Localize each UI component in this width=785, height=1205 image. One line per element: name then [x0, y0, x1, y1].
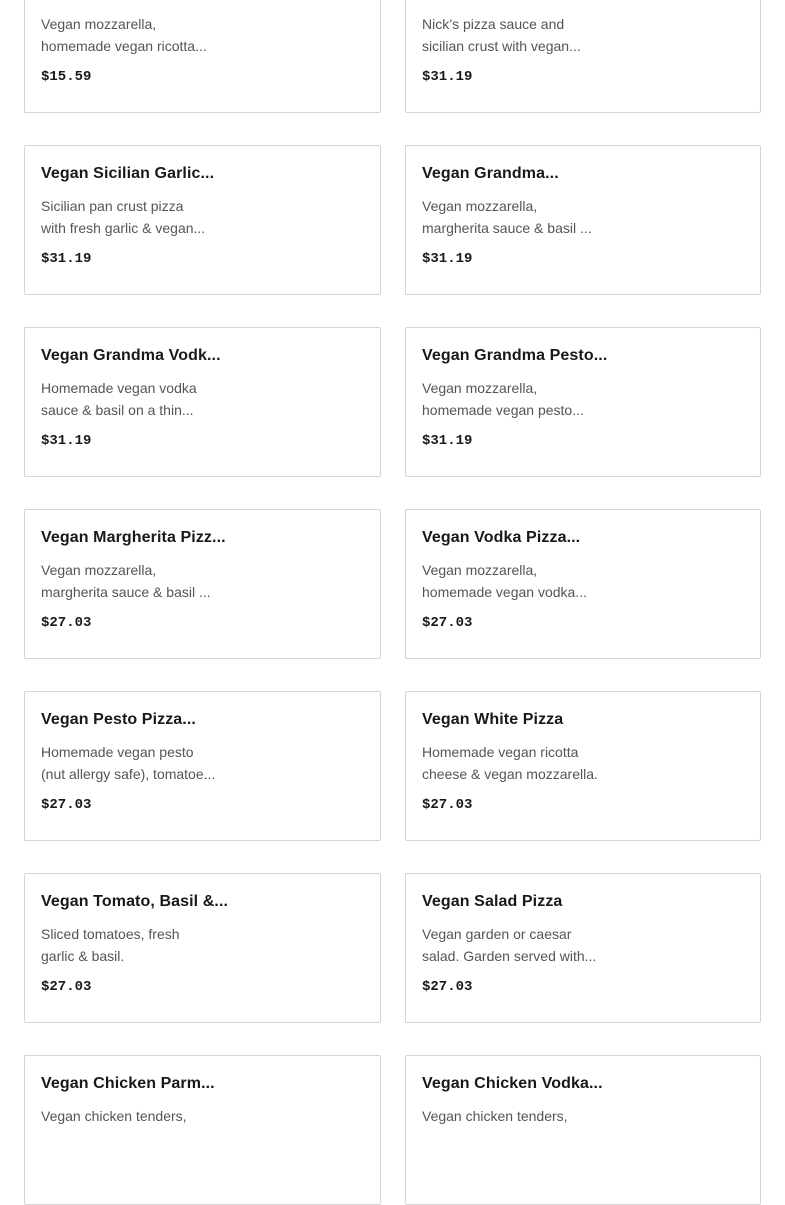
item-description: Vegan mozzarella, margherita sauce & basil ...: [422, 198, 592, 236]
menu-item-card[interactable]: [24, 509, 381, 659]
menu-item-card[interactable]: [405, 1055, 761, 1205]
item-price: $27.03: [422, 615, 473, 631]
item-description: Vegan mozzarella, homemade vegan pesto...: [422, 380, 584, 418]
menu-item-card[interactable]: [405, 327, 761, 477]
item-name: Vegan Grandma Vodk...: [41, 347, 221, 364]
item-description: Homemade vegan vodka sauce & basil on a thin...: [41, 380, 197, 418]
item-description: Homemade vegan ricotta cheese & vegan mozzarella.: [422, 744, 598, 782]
item-description: Vegan mozzarella, homemade vegan vodka...: [422, 562, 587, 600]
item-name: Vegan Grandma...: [422, 165, 559, 182]
item-name: Vegan Sicilian Garlic...: [41, 165, 215, 182]
item-description: Nick’s pizza sauce and sicilian crust with vegan...: [422, 16, 581, 54]
item-price: $27.03: [422, 979, 473, 995]
item-name: Vegan Grandma Pesto...: [422, 347, 608, 364]
item-name: Vegan Margherita Pizz...: [41, 529, 226, 546]
item-description: Vegan mozzarella, homemade vegan ricotta...: [41, 16, 207, 54]
item-price: $27.03: [422, 797, 473, 813]
item-name: Vegan White Pizza: [422, 711, 564, 728]
menu-item-card[interactable]: [24, 327, 381, 477]
menu-item-card[interactable]: [405, 873, 761, 1023]
menu-item-card[interactable]: [24, 691, 381, 841]
item-description: Sliced tomatoes, fresh garlic & basil.: [41, 926, 180, 964]
item-description: Vegan chicken tenders,: [41, 1108, 187, 1124]
menu-item-card[interactable]: [405, 691, 761, 841]
item-price: $31.19: [41, 433, 92, 449]
item-price: $31.19: [422, 69, 473, 85]
item-description: Vegan garden or caesar salad. Garden served with...: [422, 926, 597, 964]
item-price: $15.59: [41, 69, 92, 85]
item-description: Sicilian pan crust pizza with fresh garlic & vegan...: [41, 198, 206, 236]
item-price: $27.03: [41, 615, 92, 631]
item-price: $31.19: [41, 251, 92, 267]
item-name: Vegan Vodka Pizza...: [422, 529, 581, 546]
item-name: Vegan Tomato, Basil &...: [41, 893, 229, 910]
item-name: Vegan Chicken Parm...: [41, 1075, 215, 1092]
menu-item-card[interactable]: [405, 509, 761, 659]
menu-item-card[interactable]: [24, 873, 381, 1023]
menu-item-card[interactable]: [405, 145, 761, 295]
item-price: $27.03: [41, 979, 92, 995]
menu-item-card[interactable]: [24, 0, 381, 113]
item-price: $31.19: [422, 433, 473, 449]
menu-item-card[interactable]: [24, 1055, 381, 1205]
item-name: Vegan Salad Pizza: [422, 893, 563, 910]
menu-item-card[interactable]: [24, 145, 381, 295]
item-price: $27.03: [41, 797, 92, 813]
item-description: Vegan mozzarella, margherita sauce & basil ...: [41, 562, 211, 600]
item-description: Vegan chicken tenders,: [422, 1108, 568, 1124]
item-name: Vegan Chicken Vodka...: [422, 1075, 603, 1092]
menu-item-card[interactable]: [405, 0, 761, 113]
item-description: Homemade vegan pesto (nut allergy safe), tomatoe...: [41, 744, 216, 782]
item-price: $31.19: [422, 251, 473, 267]
item-name: Vegan Pesto Pizza...: [41, 711, 196, 728]
